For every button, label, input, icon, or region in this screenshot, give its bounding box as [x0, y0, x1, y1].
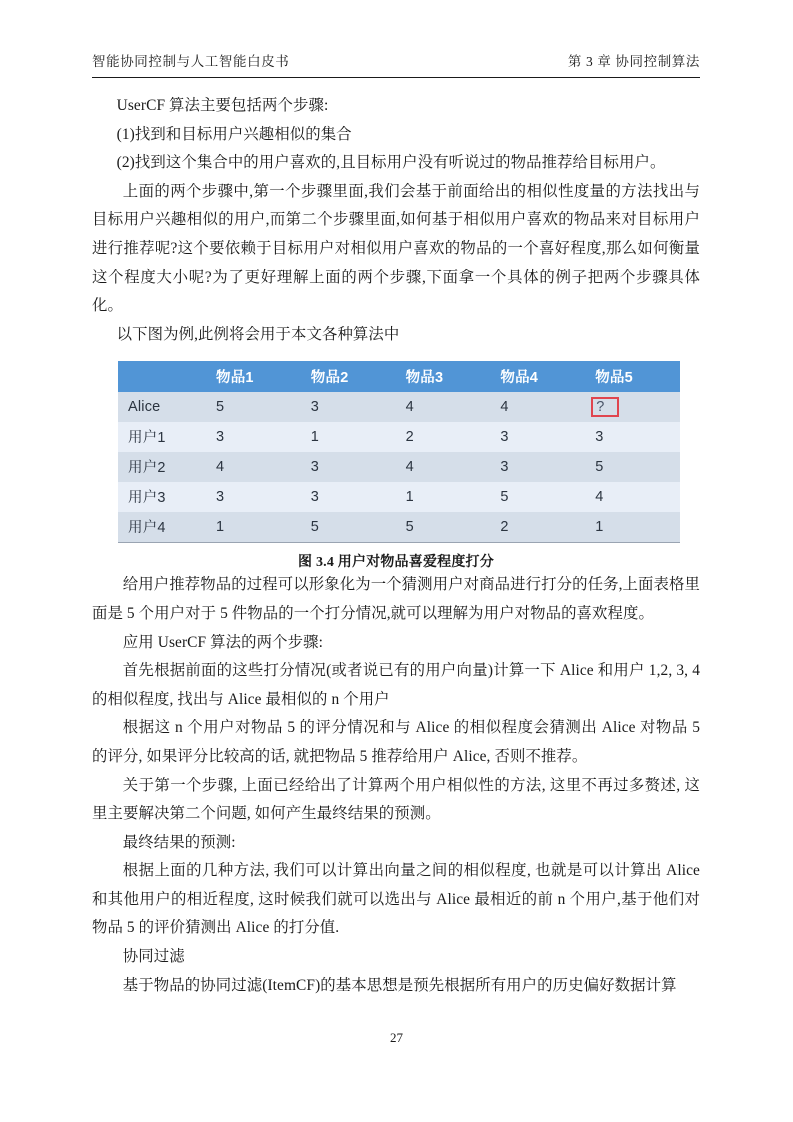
header-chapter-title: 第 3 章 协同控制算法: [567, 54, 700, 69]
paragraph-collaborative-filtering-heading: 协同过滤: [122, 948, 185, 966]
rating-cell: 4: [396, 392, 491, 422]
paragraph-first-step-note: 关于第一个步骤, 上面已经给出了计算两个用户相似性的方法, 这里不再过多赘述, 这里主要解决第二个问题, 如何产生最终结果的预测。: [92, 776, 700, 823]
paragraph-similarity-calc: 首先根据前面的这些打分情况(或者说已有的用户向量)计算一下 Alice 和用户 1,2, 3, 4 的相似程度, 找出与 Alice 最相似的 n 个用户: [92, 662, 700, 708]
header-divider-rule: [92, 77, 700, 78]
rating-cell: 5: [490, 482, 585, 512]
rating-cell: 4: [396, 452, 491, 482]
rating-table-container: [118, 361, 680, 543]
table-column-header: 物品5: [585, 361, 680, 392]
rating-cell: 4: [490, 392, 585, 422]
unknown-rating-marker: ?: [591, 397, 619, 417]
rating-cell: 1: [396, 482, 491, 512]
rating-cell: 3: [490, 422, 585, 452]
rating-cell: 2: [396, 422, 491, 452]
table-column-header: 物品4: [490, 361, 585, 392]
table-row: [118, 482, 680, 512]
rating-cell: 5: [206, 392, 301, 422]
table-column-header: 物品3: [396, 361, 491, 392]
rating-cell: 5: [301, 512, 396, 542]
table-row: [118, 392, 680, 422]
paragraph-predict-item5: 根据这 n 个用户对物品 5 的评分情况和与 Alice 的相似程度会猜测出 Alice 对物品 5 的评分, 如果评分比较高的话, 就把物品 5 推荐给用户 Alice, 否则不推荐。: [92, 719, 700, 765]
rating-cell: 3: [206, 422, 301, 452]
rating-cell: 1: [585, 512, 680, 542]
rating-cell: 5: [585, 452, 680, 482]
row-user-name: 用户2: [118, 452, 206, 482]
paragraph-example-lead: 以下图为例,此例将会用于本文各种算法中: [116, 325, 400, 343]
table-row: [118, 452, 680, 482]
table-header-row: [118, 361, 680, 392]
header-book-title: 智能协同控制与人工智能白皮书: [92, 54, 290, 69]
paragraph-itemcf-intro: 基于物品的协同过滤(ItemCF)的基本思想是预先根据所有用户的历史偏好数据计算: [122, 976, 677, 994]
rating-cell: 3: [301, 482, 396, 512]
table-column-header: 物品2: [301, 361, 396, 392]
rating-cell: 3: [301, 392, 396, 422]
running-header: [92, 50, 700, 70]
table-bottom-divider: [118, 542, 680, 543]
paragraph-step-one: (1)找到和目标用户兴趣相似的集合: [116, 125, 352, 143]
rating-cell: 2: [490, 512, 585, 542]
paragraph-step-two: (2)找到这个集合中的用户喜欢的,且目标用户没有听说过的物品推荐给目标用户。: [116, 154, 666, 172]
rating-cell: 3: [585, 422, 680, 452]
paragraph-final-prediction-detail: 根据上面的几种方法, 我们可以计算出向量之间的相似程度, 也就是可以计算出 Alice 和其他用户的相近程度, 这时候我们就可以选出与 Alice 最相近的前 n 个用户,基于他们对物品 5 的评价猜测出 Alice 的打分值.: [92, 862, 700, 937]
rating-cell: 3: [206, 482, 301, 512]
paragraph-rating-task: 给用户推荐物品的过程可以形象化为一个猜测用户对商品进行打分的任务,上面表格里面是 5 个用户对于 5 件物品的一个打分情况,就可以理解为用户对物品的喜欢程度。: [92, 576, 700, 622]
page-number: 27: [390, 1030, 403, 1045]
rating-cell: 5: [396, 512, 491, 542]
row-user-name: 用户4: [118, 512, 206, 542]
table-corner-cell: [118, 361, 206, 392]
table-column-header: 物品1: [206, 361, 301, 392]
figure-caption: 图 3.4 用户对物品喜爱程度打分: [298, 555, 494, 571]
page-content: [92, 92, 700, 1000]
figure-3-4: [92, 361, 700, 571]
paragraph-final-prediction-heading: 最终结果的预测:: [122, 833, 236, 851]
rating-cell: 3: [301, 452, 396, 482]
row-user-name: 用户1: [118, 422, 206, 452]
paragraph-apply-usercf: 应用 UserCF 算法的两个步骤:: [122, 633, 323, 651]
paragraph-usercf-intro: UserCF 算法主要包括两个步骤:: [116, 97, 329, 114]
table-row: [118, 422, 680, 452]
row-user-name: Alice: [118, 392, 206, 422]
user-item-rating-table: [118, 361, 680, 542]
rating-cell: 1: [301, 422, 396, 452]
rating-cell: 4: [585, 482, 680, 512]
rating-cell: 3: [490, 452, 585, 482]
rating-cell: 1: [206, 512, 301, 542]
rating-cell-unknown: [585, 392, 680, 422]
rating-cell: 4: [206, 452, 301, 482]
row-user-name: 用户3: [118, 482, 206, 512]
paragraph-steps-explanation: 上面的两个步骤中,第一个步骤里面,我们会基于前面给出的相似性度量的方法找出与目标用户兴趣相似的用户,而第二个步骤里面,如何基于相似用户喜欢的物品来对目标用户进行推荐呢?这个要依赖于目标用户对相似用户喜欢的物品的一个喜好程度,那么如何衡量这个程度大小呢?为了更好理解上面的两个步骤,下面拿一个具体的例子把两个步骤具体化。: [92, 182, 700, 315]
table-row: [118, 512, 680, 542]
